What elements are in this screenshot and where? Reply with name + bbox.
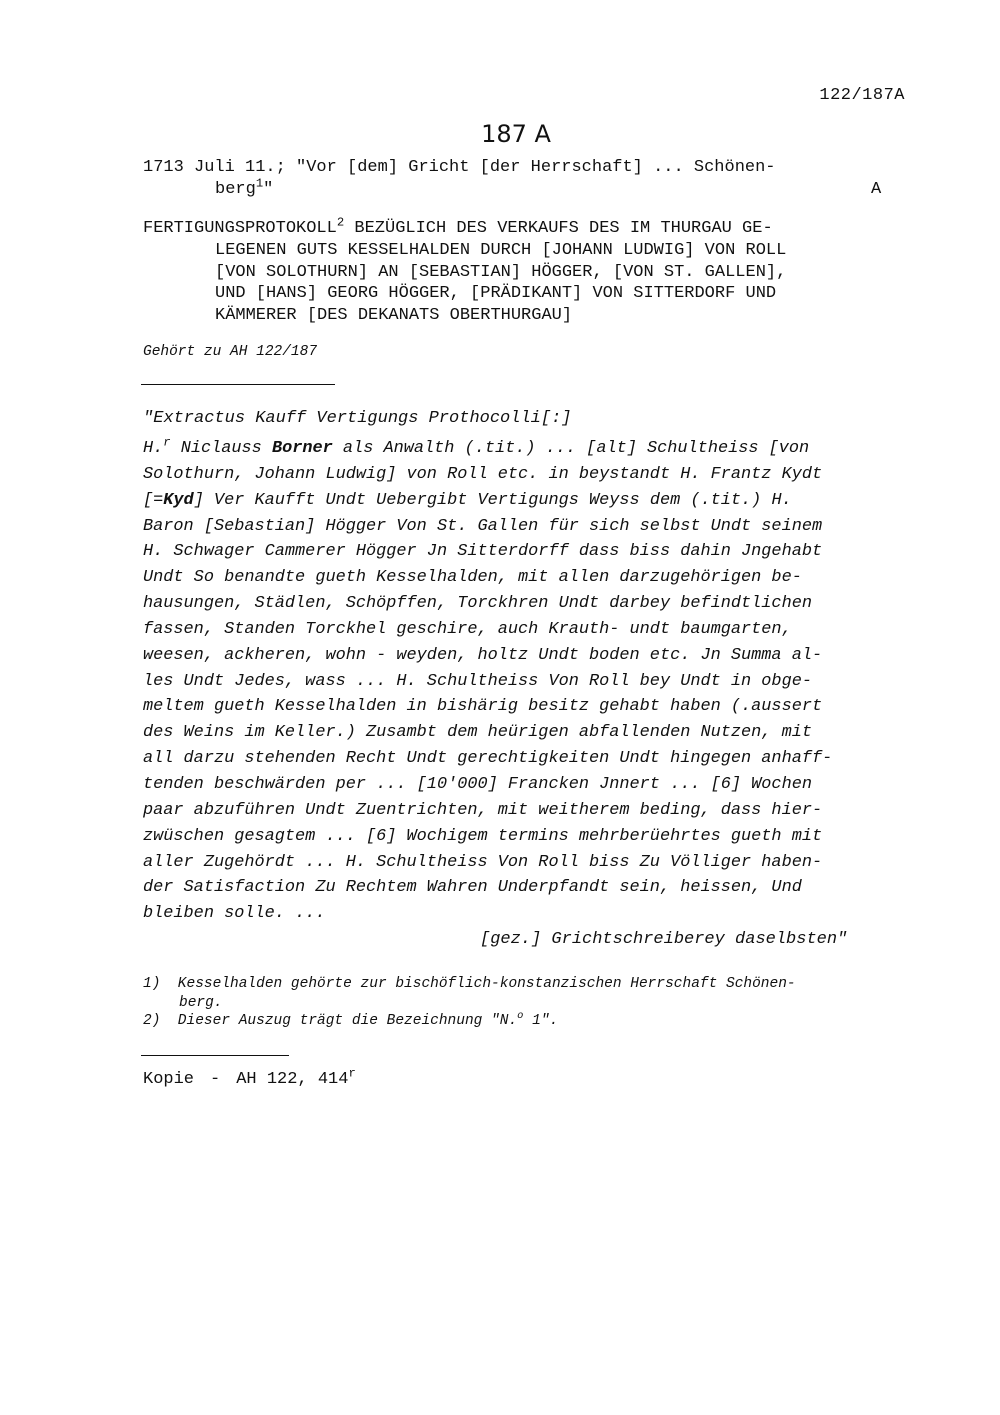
body-line: Solothurn, Johann Ludwig] von Roll etc. in beystandt H. Frantz Kydt [143,464,823,484]
bold-name-borner: Borner [271,439,333,458]
footnote-ref-1: 1 [255,176,264,191]
footnote-1-continuation: berg. [179,994,223,1011]
body-line: all darzu stehenden Recht Undt gerechtigkeiten Undt hingegen anhaff- [143,749,833,769]
body-fragment: [= [143,490,164,510]
source-line [143,1066,356,1089]
body-line: tenden beschwärden per ... [10'000] Francken Jnnert ... [6] Wochen [143,774,812,794]
bold-name-kyd: Kyd [163,490,194,510]
footnotes [143,975,913,1031]
superscript: r [163,435,171,450]
body-fragment: ] Ver Kaufft Undt Uebergibt Vertigungs Weyss dem (.tit.) H. [193,490,792,510]
belongs-to-note: Gehört zu AH 122/187 [143,344,318,360]
body-line: aller Zugehördt ... H. Schultheiss Von Roll biss Zu Völliger haben- [143,852,823,872]
heading-line-1-text: FERTIGUNGSPROTOKOLL [143,219,337,238]
superscript: r [348,1066,356,1081]
date-line-text: 1713 Juli 11.; "Vor [dem] Gricht [der Herrschaft] ... Schönen- [143,158,776,177]
footnote-1: 1) Kesselhalden gehörte zur bischöflich-konstanzischen Herrschaft Schönen- [143,976,796,992]
body-fragment: als Anwalth (.tit.) ... [alt] Schultheiss [von [332,439,810,458]
document-heading [143,215,903,327]
body-line: zwüschen gesagtem ... [6] Wochigem termins mehrberüehrtes gueth mit [143,826,823,846]
heading-line-1 [143,215,903,240]
date-line-continuation [215,176,274,199]
body-line: hausungen, Städlen, Schöpffen, Torckhren Undt darbey befindtlichen [143,594,812,614]
heading-line-4: UND [HANS] GEORG HÖGGER, [PRÄDIKANT] VON SITTERDORF UND [215,284,777,304]
body-line [143,488,913,514]
body-line: paar abzuführen Undt Zuentrichten, mit weitherem beding, dass hier- [143,800,823,820]
body-line: des Weins im Keller.) Zusambt dem heürigen abfallenden Nutzen, mit [143,723,812,743]
heading-line-3: [VON SOLOTHURN] AN [SEBASTIAN] HÖGGER, [VON ST. GALLEN], [215,262,787,282]
body-fragment: Niclauss [170,439,272,458]
body-line: fassen, Standen Torckhel geschire, auch Krauth- undt baumgarten, [143,619,792,639]
heading-line-2: LEGENEN GUTS KESSELHALDEN DURCH [JOHANN LUDWIG] VON ROLL [215,240,787,260]
body-line: bleiben solle. ... [143,904,326,924]
body-line: weesen, ackheren, wohn - weyden, holtz Undt boden etc. Jn Summa al- [143,645,823,665]
divider [141,384,335,385]
source-ref: AH 122, 414 [236,1070,349,1089]
body-line: der Satisfaction Zu Rechtem Wahren Underpfandt sein, heissen, Und [143,878,802,898]
source-kind: Kopie [143,1070,195,1089]
date-line-quote: " [263,180,274,199]
date-marker: A [871,180,882,199]
footnote-2 [143,1012,913,1031]
divider [141,1055,289,1056]
extract-title: "Extractus Kauff Vertigungs Prothocolli[:] [143,409,572,428]
date-line-text-2: berg [215,180,256,199]
signature-line: [gez.] Grichtschreiberey daselbsten" [480,930,848,949]
date-line [143,158,776,177]
extract-body [143,436,913,927]
body-line: H. Schwager Cammerer Högger Jn Sitterdorff dass biss dahin Jngehabt [143,542,823,562]
superscript: o [517,1010,524,1023]
footnote-2-text: 2) Dieser Auszug trägt die Bezeichnung "N. [143,1013,518,1029]
footnote-2-rest: 1". [523,1013,559,1029]
body-line: Undt So benandte gueth Kesselhalden, mit allen darzugehörigen be- [143,568,802,588]
heading-line-1-rest: BEZÜGLICH DES VERKAUFS DES IM THURGAU GE- [344,219,773,238]
source-dash: - [210,1070,221,1089]
page-reference: 122/187A [819,86,905,105]
body-fragment: H. [143,439,164,458]
body-line: meltem gueth Kesselhalden in bishärig besitz gehabt haben (.aussert [143,697,823,717]
document-number: 187 A [481,120,551,148]
body-line [143,436,913,462]
body-line: Baron [Sebastian] Högger Von St. Gallen für sich selbst Undt seinem [143,516,823,536]
footnote-ref-2: 2 [336,215,345,230]
body-line: les Undt Jedes, wass ... H. Schultheiss Von Roll bey Undt in obge- [143,671,812,691]
heading-line-5: KÄMMERER [DES DEKANATS OBERTHURGAU] [215,306,573,326]
